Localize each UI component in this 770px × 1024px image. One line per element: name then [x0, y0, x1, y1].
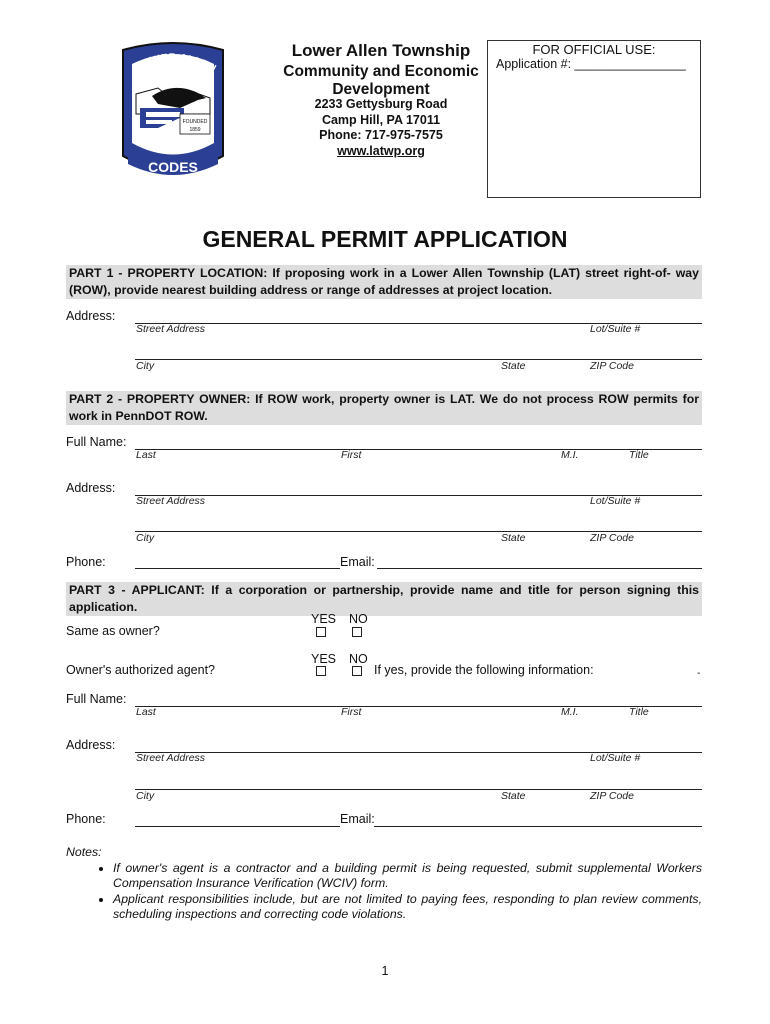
org-street: 2233 Gettysburg Road: [314, 97, 448, 111]
part2-address-label: Address:: [66, 481, 116, 495]
org-phone: Phone: 717-975-7575: [319, 128, 443, 142]
part2-heading: PART 2 - PROPERTY OWNER: If ROW work, property owner is LAT. We do not process ROW permits for work in PennDOT ROW.: [66, 391, 702, 425]
part3-heading: PART 3 - APPLICANT: If a corporation or partnership, provide name and title for person signing this application.: [66, 582, 702, 616]
part3-title-sublabel: Title: [629, 706, 649, 718]
part3-state-sublabel: State: [501, 790, 526, 802]
if-yes-instruction: If yes, provide the following information:: [374, 663, 594, 677]
part3-name-label: Full Name:: [66, 692, 127, 706]
part3-name-input[interactable]: [135, 706, 702, 707]
trailing-dash: -: [697, 668, 701, 679]
part3-city-sublabel: City: [136, 790, 155, 802]
part2-name-input[interactable]: [135, 449, 702, 450]
part3-street-sublabel: Street Address: [136, 752, 206, 764]
logo-top-text: LOWER ALLEN: [133, 51, 218, 76]
part2-phone-label: Phone:: [66, 555, 106, 569]
part3-zip-sublabel: ZIP Code: [590, 790, 634, 802]
part3-yes-label-1: YES: [311, 612, 337, 626]
part2-last-sublabel: Last: [136, 449, 156, 461]
form-title: GENERAL PERMIT APPLICATION: [202, 226, 568, 252]
official-use-title: FOR OFFICIAL USE:: [532, 42, 656, 57]
page-number: 1: [381, 964, 389, 978]
note-item: • If owner's agent is a contractor and a building permit is being requested, submit supplemental Workers Compensation Insurance Verification (WCIV) form.: [113, 861, 702, 892]
part3-yes-label-2: YES: [311, 652, 337, 666]
part2-email-input[interactable]: [377, 568, 702, 569]
part3-email-label: Email:: [340, 812, 375, 826]
part3-first-sublabel: First: [341, 706, 362, 718]
notes-list: [66, 861, 702, 923]
part3-phone-input[interactable]: [135, 826, 340, 827]
part1-city-sublabel: City: [136, 360, 155, 372]
same-as-owner-no-checkbox[interactable]: [352, 627, 362, 637]
part1-address-label: Address:: [66, 309, 116, 323]
part2-state-sublabel: State: [501, 532, 526, 544]
note-item: • Applicant responsibilities include, but are not limited to paying fees, responding to plan review comments, scheduling inspections and correcting code violations.: [113, 892, 702, 923]
part2-name-label: Full Name:: [66, 435, 127, 449]
part1-state-sublabel: State: [501, 360, 526, 372]
logo-year: 1859: [189, 127, 201, 133]
township-logo: [118, 38, 228, 182]
part2-lot-sublabel: Lot/Suite #: [590, 495, 641, 507]
part2-title-sublabel: Title: [629, 449, 649, 461]
part3-no-label-2: NO: [349, 652, 368, 666]
part3-lot-sublabel: Lot/Suite #: [590, 752, 641, 764]
org-name: Lower Allen Township: [291, 41, 471, 60]
org-city: Camp Hill, PA 17011: [321, 112, 441, 127]
part2-zip-sublabel: ZIP Code: [590, 532, 634, 544]
part2-phone-input[interactable]: [135, 568, 340, 569]
part1-heading: PART 1 - PROPERTY LOCATION: If proposing work in a Lower Allen Township (LAT) street right-of- way (ROW), provide nearest building address or range of addresses at project location.: [66, 265, 702, 299]
department-line1: Community and Economic: [283, 63, 479, 80]
part1-lot-sublabel: Lot/Suite #: [590, 323, 641, 335]
part3-address-label: Address:: [66, 738, 116, 752]
application-number-field[interactable]: Application #: ________________: [496, 57, 686, 71]
authorized-agent-no-checkbox[interactable]: [352, 666, 362, 676]
notes-heading: Notes:: [66, 845, 102, 859]
department-line2: Development: [332, 81, 430, 98]
part2-city-sublabel: City: [136, 532, 155, 544]
part2-first-sublabel: First: [341, 449, 362, 461]
same-as-owner-label: Same as owner?: [66, 624, 160, 638]
org-address: [268, 97, 494, 159]
part3-mi-sublabel: M.I.: [561, 706, 579, 718]
part1-zip-sublabel: ZIP Code: [590, 360, 634, 372]
logo-bottom-text: CODES: [148, 159, 198, 175]
official-use-box: [487, 40, 701, 198]
part3-phone-label: Phone:: [66, 812, 106, 826]
part3-last-sublabel: Last: [136, 706, 156, 718]
part2-mi-sublabel: M.I.: [561, 449, 579, 461]
org-website-link[interactable]: www.latwp.org: [337, 143, 425, 158]
department: [268, 63, 494, 99]
logo-founded: FOUNDED: [182, 119, 208, 125]
part2-email-label: Email:: [340, 555, 375, 569]
part3-email-input[interactable]: [374, 826, 702, 827]
authorized-agent-yes-checkbox[interactable]: [316, 666, 326, 676]
authorized-agent-label: Owner's authorized agent?: [66, 663, 216, 677]
part1-street-sublabel: Street Address: [136, 323, 206, 335]
same-as-owner-yes-checkbox[interactable]: [316, 627, 326, 637]
part2-street-sublabel: Street Address: [136, 495, 206, 507]
notes-section: [66, 845, 702, 923]
part3-no-label-1: NO: [349, 612, 368, 626]
